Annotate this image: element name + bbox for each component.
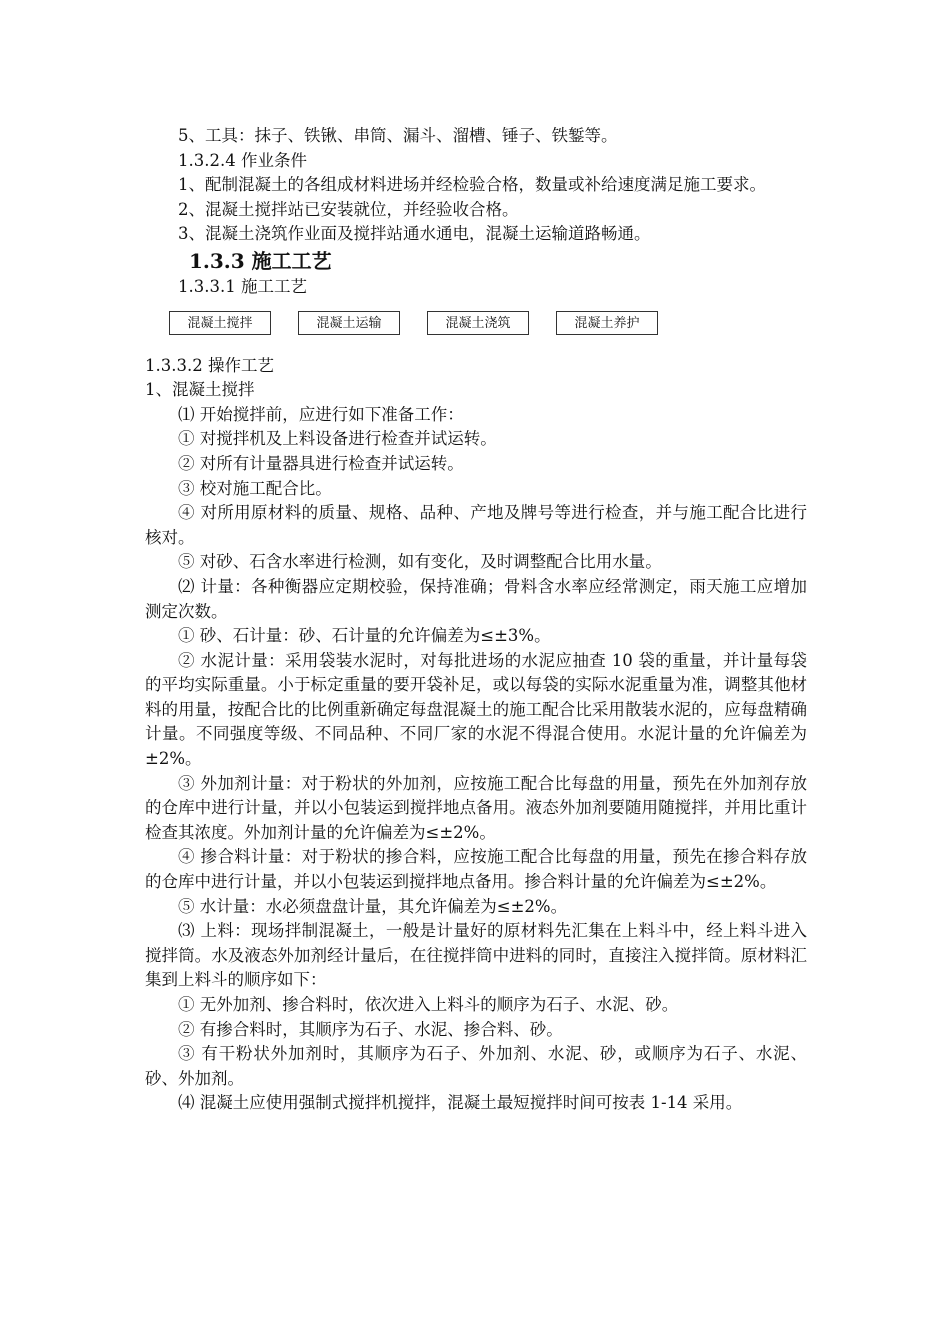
tools-line: 5、工具：抹子、铁锹、串筒、漏斗、溜槽、锤子、铁錾等。 <box>178 126 618 145</box>
para-metering-1: ① 砂、石计量：砂、石计量的允许偏差为≤±3%。 <box>178 626 551 646</box>
para-metering-4: ④ 掺合料计量：对于粉状的掺合料，应按施工配合比每盘的用量，预先在掺合料存放的仓库中进行计量，并以小包装运到搅拌地点备用。掺合料计量的允许偏差为≤±2%。 <box>145 847 807 892</box>
flow-step-curing: 混凝土养护 <box>556 311 658 335</box>
condition-3: 3、混凝土浇筑作业面及搅拌站通水通电，混凝土运输道路畅通。 <box>178 224 651 244</box>
para-prep-1: ① 对搅拌机及上料设备进行检查并试运转。 <box>178 429 497 449</box>
para-metering: ⑵ 计量：各种衡器应定期校验，保持准确；骨料含水率应经常测定，雨天施工应增加测定次数。 <box>145 576 807 621</box>
para-prep-3: ③ 校对施工配合比。 <box>178 478 332 498</box>
para-loading-2: ② 有掺合料时，其顺序为石子、水泥、掺合料、砂。 <box>178 1019 563 1039</box>
para-loading-1: ① 无外加剂、掺合料时，依次进入上料斗的顺序为石子、水泥、砂。 <box>178 995 679 1014</box>
section-1-3-3-2: 1.3.3.2 操作工艺 <box>145 355 274 375</box>
para-metering-2: ② 水泥计量：采用袋装水泥时，对每批进场的水泥应抽查 10 袋的重量，并计量每袋的平均实际重量。小于标定重量的要开袋补足，或以每袋的实际水泥重量为准，调整其他材料的用量，按配合比的比例重新确定每盘混凝土的施工配合比采用散装水泥的，应每盘精确计量。不同强度等级、不同品种、不同厂家的水泥不得混合使用。水泥计量的允许偏差为±2%。 <box>145 650 807 769</box>
flow-step-pouring: 混凝土浇筑 <box>427 311 529 335</box>
process-flow <box>145 300 807 354</box>
para-prep-2: ② 对所有计量器具进行检查并试运转。 <box>178 453 464 473</box>
condition-1: 1、配制混凝土的各组成材料进场并经检验合格，数量或补给速度满足施工要求。 <box>178 175 766 195</box>
para-metering-5: ⑤ 水计量：水必须盘盘计量，其允许偏差为≤±2%。 <box>178 896 568 916</box>
mixing-heading: 1、混凝土搅拌 <box>145 380 255 400</box>
section-1-3-2-4: 1.3.2.4 作业条件 <box>178 150 307 170</box>
para-loading-3: ③ 有干粉状外加剂时，其顺序为石子、外加剂、水泥、砂，或顺序为石子、水泥、砂、外加剂。 <box>145 1044 807 1088</box>
heading-1-3-3: 1.3.3 施工工艺 <box>189 248 332 273</box>
section-1-3-3-1: 1.3.3.1 施工工艺 <box>178 276 307 296</box>
para-metering-3: ③ 外加剂计量：对于粉状的外加剂，应按施工配合比每盘的用量，预先在外加剂存放的仓库中进行计量，并以小包装运到搅拌地点备用。液态外加剂要随用随搅拌，并用比重计检查其浓度。外加剂计量的允许偏差为≤±2%。 <box>145 773 807 842</box>
para-prep: ⑴ 开始搅拌前，应进行如下准备工作： <box>178 404 464 424</box>
document-page <box>145 124 807 1116</box>
para-mixer: ⑷ 混凝土应使用强制式搅拌机搅拌，混凝土最短搅拌时间可按表 1-14 采用。 <box>178 1093 743 1113</box>
condition-2: 2、混凝土搅拌站已安装就位，并经验收合格。 <box>178 199 519 219</box>
para-loading: ⑶ 上料：现场拌制混凝土，一般是计量好的原材料先汇集在上料斗中，经上料斗进入搅拌筒。水及液态外加剂经计量后，在往搅拌筒中进料的同时，直接注入搅拌筒。原材料汇集到上料斗的顺序如下： <box>145 921 807 990</box>
flow-step-transport: 混凝土运输 <box>298 311 400 335</box>
flow-step-mixing: 混凝土搅拌 <box>169 311 271 335</box>
para-prep-4: ④ 对所用原材料的质量、规格、品种、产地及牌号等进行检查，并与施工配合比进行核对。 <box>145 503 807 547</box>
para-prep-5: ⑤ 对砂、石含水率进行检测，如有变化，及时调整配合比用水量。 <box>178 552 662 572</box>
